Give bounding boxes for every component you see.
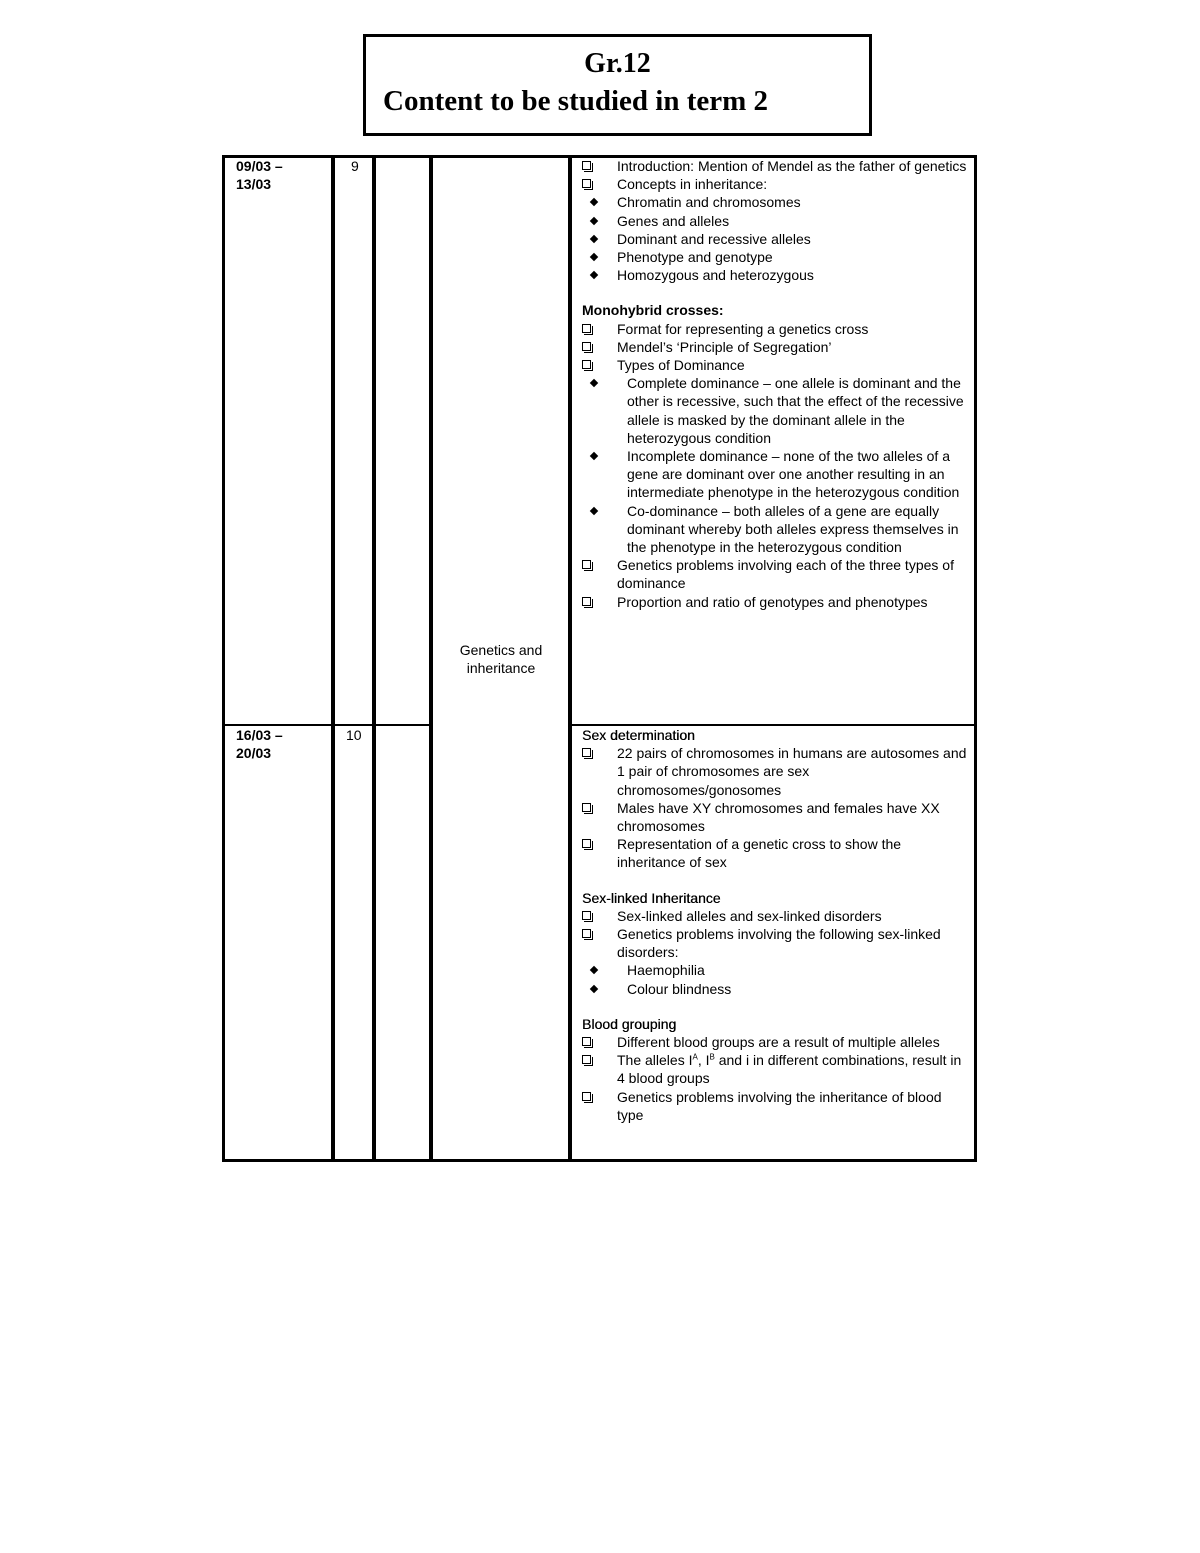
bullet-item: [582, 502, 967, 557]
checklist-item: [582, 907, 967, 925]
checklist-item: [582, 593, 967, 611]
diamond-bullet-icon: [590, 506, 598, 514]
checklist-item: [582, 835, 967, 871]
item-text-part: B: [709, 1052, 715, 1062]
week-number: 9: [351, 158, 359, 174]
content-cell-row-2: [582, 726, 967, 1124]
term-title: Content to be studied in term 2: [383, 85, 769, 117]
content-cell-row-1: [582, 157, 967, 611]
checkbox-icon: [582, 179, 591, 188]
date-end: 20/03: [236, 745, 272, 761]
item-text-part: A: [692, 1052, 698, 1062]
item-text: Concepts in inheritance:: [617, 176, 768, 193]
table-border-right: [974, 155, 977, 1162]
checklist-item: [582, 1051, 967, 1087]
checkbox-icon: [582, 161, 591, 170]
item-text: Haemophilia: [627, 962, 705, 979]
date-cell-row-2: [236, 726, 283, 762]
bullet-item: [582, 961, 967, 979]
checkbox-icon: [582, 803, 591, 812]
table-border-bottom: [222, 1159, 977, 1162]
bullet-item: [582, 447, 967, 502]
checklist-item: [582, 799, 967, 835]
checkbox-icon: [582, 560, 591, 569]
item-text: Mendel’s ‘Principle of Segregation’: [617, 338, 832, 355]
diamond-bullet-icon: [590, 271, 598, 279]
diamond-bullet-icon: [590, 253, 598, 261]
topic-line-2: inheritance: [466, 660, 536, 676]
diamond-bullet-icon: [590, 984, 598, 992]
item-text: Phenotype and genotype: [617, 249, 773, 266]
item-text: Dominant and recessive alleles: [617, 230, 811, 247]
item-text: Sex-linked alleles and sex-linked disorders: [617, 907, 882, 924]
checklist-item: [582, 175, 967, 193]
checklist-item: [582, 157, 967, 175]
checkbox-icon: [582, 342, 591, 351]
week-number: 10: [346, 727, 362, 743]
section-heading: Sex-linked Inheritance: [582, 889, 721, 906]
item-text: Genetics problems involving the following sex-linked disorders:: [617, 926, 941, 961]
diamond-bullet-icon: [590, 235, 598, 243]
grade-title: Gr.12: [584, 48, 651, 79]
checkbox-icon: [582, 1092, 591, 1101]
checklist-item: [582, 1033, 967, 1051]
diamond-bullet-icon: [590, 966, 598, 974]
item-text: Different blood groups are a result of multiple alleles: [617, 1034, 940, 1051]
checklist-item: [582, 320, 967, 338]
bullet-item: [582, 980, 967, 998]
diamond-bullet-icon: [590, 216, 598, 224]
checkbox-icon: [582, 360, 591, 369]
date-start: 09/03 –: [236, 158, 283, 174]
item-text: Format for representing a genetics cross: [617, 320, 869, 337]
table-border-left: [222, 155, 225, 1162]
spacer: [582, 872, 967, 889]
topic-cell: [433, 641, 569, 677]
checkbox-icon: [582, 1037, 591, 1046]
diamond-bullet-icon: [590, 198, 598, 206]
diamond-bullet-icon: [590, 452, 598, 460]
spacer: [582, 284, 967, 301]
item-text: Co-dominance – both alleles of a gene are equally dominant whereby both alleles express themselves in the phenotype in the heterozygous condition: [627, 502, 959, 556]
checkbox-icon: [582, 597, 591, 606]
spacer: [582, 998, 967, 1015]
item-text: 22 pairs of chromosomes in humans are autosomes and 1 pair of chromosomes are sex chromosomes/gonosomes: [617, 745, 967, 798]
item-text: Introduction: Mention of Mendel as the father of genetics: [617, 158, 967, 174]
item-text: Complete dominance – one allele is dominant and the other is recessive, such that the effect of the recessive allele is masked by the dominant allele in the heterozygous condition: [627, 375, 964, 446]
checklist-item: [582, 1088, 967, 1124]
bullet-item: [582, 374, 967, 447]
checklist-item: [582, 556, 967, 592]
item-text: Homozygous and heterozygous: [617, 267, 814, 284]
item-text: Types of Dominance: [617, 357, 745, 374]
bullet-item: [582, 230, 967, 248]
item-text: Chromatin and chromosomes: [617, 194, 801, 211]
item-text: Incomplete dominance – none of the two alleles of a gene are dominant over one another resulting in an intermediate phenotype in the heterozygous condition: [627, 448, 960, 501]
date-cell-row-1: [236, 157, 283, 193]
item-text-part: , I: [697, 1052, 710, 1069]
title-box: [363, 34, 872, 136]
item-text: Genetics problems involving the inheritance of blood type: [617, 1088, 942, 1123]
checklist-item: [582, 338, 967, 356]
checkbox-icon: [582, 839, 591, 848]
section-heading: Sex determination: [582, 727, 695, 743]
item-text: Proportion and ratio of genotypes and phenotypes: [617, 593, 928, 610]
topic-line-1: Genetics and: [459, 642, 543, 658]
item-text-part: and i in different combinations, result in 4 blood groups: [617, 1052, 962, 1087]
item-text-part: The alleles I: [617, 1052, 693, 1069]
checklist-item: [582, 744, 967, 799]
checkbox-icon: [582, 748, 591, 757]
date-start: 16/03 –: [236, 727, 283, 743]
section-heading: Monohybrid crosses:: [582, 302, 724, 319]
section-heading: Blood grouping: [582, 1015, 677, 1032]
checkbox-icon: [582, 324, 591, 333]
bullet-item: [582, 248, 967, 266]
item-text: Males have XY chromosomes and females have XX chromosomes: [617, 799, 940, 835]
diamond-bullet-icon: [590, 379, 598, 387]
checkbox-icon: [582, 911, 591, 920]
checklist-item: [582, 925, 967, 961]
date-end: 13/03: [236, 176, 272, 192]
bullet-item: [582, 193, 967, 211]
item-text: Genetics problems involving each of the three types of dominance: [617, 557, 954, 592]
item-text: Representation of a genetic cross to show the inheritance of sex: [617, 836, 902, 871]
checklist-item: [582, 356, 967, 374]
item-text: Colour blindness: [627, 980, 732, 997]
checkbox-icon: [582, 929, 591, 938]
item-text: Genes and alleles: [617, 212, 730, 229]
checkbox-icon: [582, 1055, 591, 1064]
bullet-item: [582, 212, 967, 230]
bullet-item: [582, 266, 967, 284]
